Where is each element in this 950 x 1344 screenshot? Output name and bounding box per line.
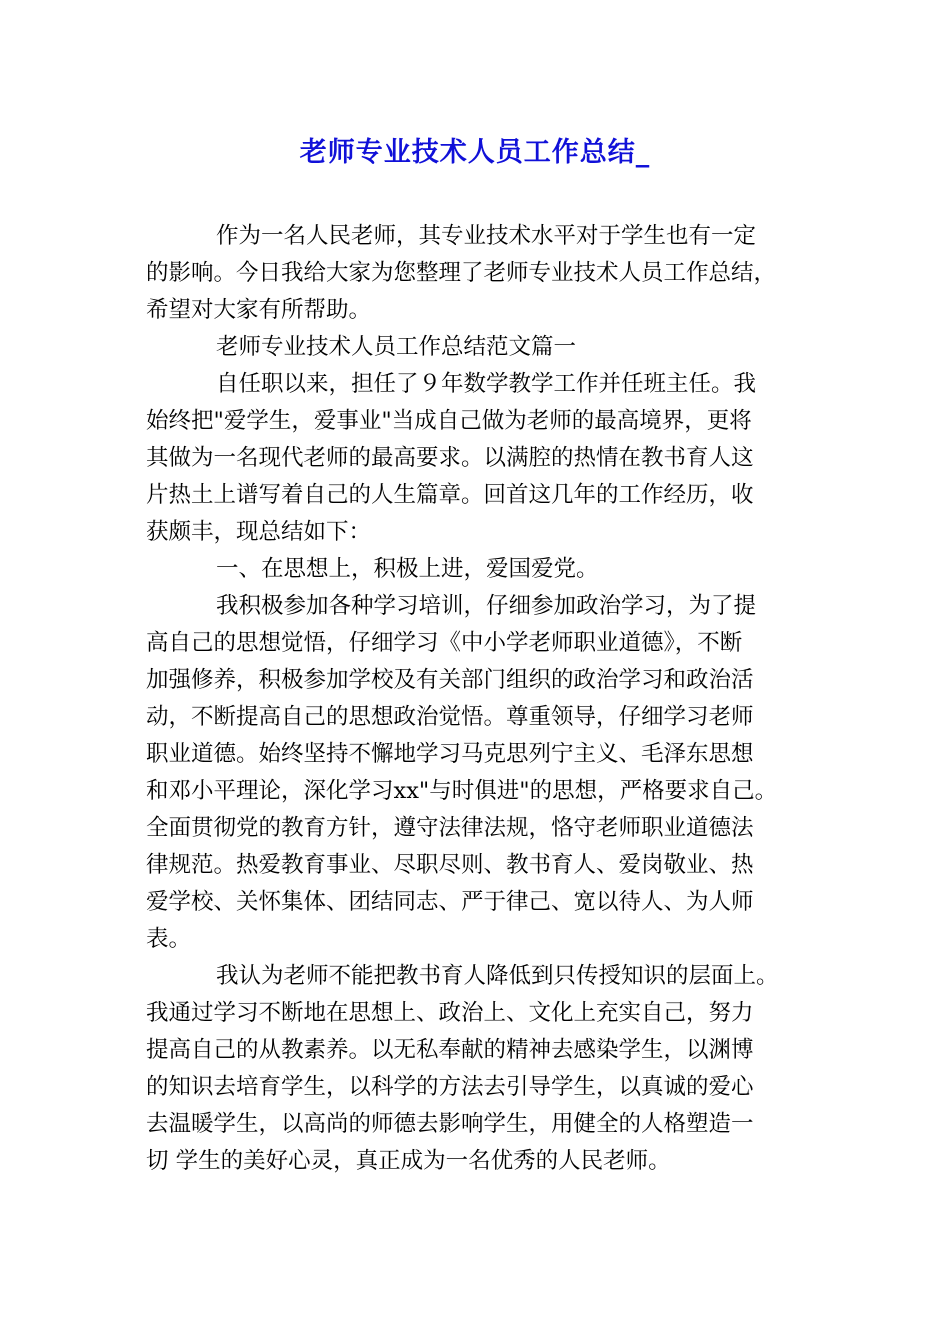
document-body <box>146 218 806 1180</box>
text-line: 我认为老师不能把教书育人降低到只传授知识的层面上。 <box>216 963 779 989</box>
text-line: 提高自己的从教素养。以无私奉献的精神去感染学生，以渊博 <box>146 1037 754 1063</box>
text-line: 切 学生的美好心灵，真正成为一名优秀的人民老师。 <box>146 1148 671 1174</box>
text-line: 的影响。今日我给大家为您整理了老师专业技术人员工作总结， <box>146 260 777 286</box>
text-line: 全面贯彻党的教育方针，遵守法律法规，恪守老师职业道德法 <box>146 815 754 841</box>
text-line: 加强修养，积极参加学校及有关部门组织的政治学习和政治活 <box>146 667 754 693</box>
text-line: 一、在思想上，积极上进，爱国爱党。 <box>216 556 599 582</box>
text-line: 老师专业技术人员工作总结范文篇一 <box>216 334 577 360</box>
text-line: 希望对大家有所帮助。 <box>146 297 372 323</box>
text-line: 我积极参加各种学习培训，仔细参加政治学习，为了提 <box>216 593 757 619</box>
text-line: 其做为一名现代老师的最高要求。以满腔的热情在教书育人这 <box>146 445 754 471</box>
text-line: 和邓小平理论，深化学习xx"与时俱进"的思想，严格要求自己。 <box>146 778 778 804</box>
text-line: 片热土上谱写着自己的人生篇章。回首这几年的工作经历，收 <box>146 482 754 508</box>
text-line: 表。 <box>146 926 192 952</box>
text-line: 的知识去培育学生，以科学的方法去引导学生，以真诚的爱心 <box>146 1074 754 1100</box>
document-title: 老师专业技术人员工作总结_ <box>299 137 651 168</box>
text-line: 爱学校、关怀集体、团结同志、严于律己、宽以待人、为人师 <box>146 889 754 915</box>
text-line: 动，不断提高自己的思想政治觉悟。尊重领导，仔细学习老师 <box>146 704 754 730</box>
text-line: 职业道德。始终坚持不懈地学习马克思列宁主义、毛泽东思想 <box>146 741 754 767</box>
text-line: 我通过学习不断地在思想上、政治上、文化上充实自己，努力 <box>146 1000 754 1026</box>
text-line: 获颇丰，现总结如下： <box>146 519 372 545</box>
text-line: 始终把"爱学生，爱事业"当成自己做为老师的最高境界，更将 <box>146 408 752 434</box>
text-line: 作为一名人民老师，其专业技术水平对于学生也有一定 <box>216 223 757 249</box>
text-line: 律规范。热爱教育事业、尽职尽则、教书育人、爱岗敬业、热 <box>146 852 754 878</box>
text-line: 自任职以来，担任了９年数学教学工作并任班主任。我 <box>216 371 757 397</box>
text-line: 去温暖学生，以高尚的师德去影响学生，用健全的人格塑造一 <box>146 1111 754 1137</box>
text-line: 高自己的思想觉悟，仔细学习《中小学老师职业道德》，不断 <box>146 630 743 656</box>
